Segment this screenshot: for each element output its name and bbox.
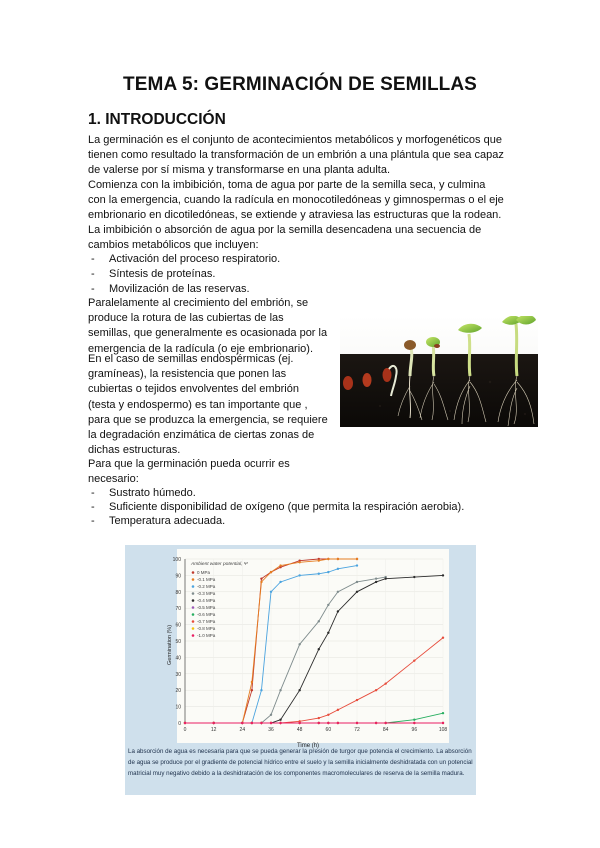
list-item-text: Sustrato húmedo.	[109, 487, 196, 499]
bullet-dash: -	[91, 283, 95, 295]
bullet-dash: -	[91, 515, 95, 527]
y-tick-label: 70	[175, 606, 181, 613]
data-point	[260, 577, 262, 579]
y-tick-label: 100	[172, 557, 181, 563]
data-point	[270, 722, 272, 724]
data-point	[327, 722, 329, 724]
data-point	[298, 689, 300, 691]
list-item	[91, 252, 280, 267]
data-point	[241, 722, 243, 724]
legend-marker	[192, 620, 195, 623]
x-tick-label: 0	[183, 727, 187, 733]
legend-entry: 0 MPa	[197, 570, 211, 575]
x-tick-label: 108	[438, 727, 448, 733]
x-tick-label: 36	[268, 727, 274, 733]
data-point	[384, 577, 386, 579]
data-point	[356, 591, 358, 593]
data-point	[413, 576, 415, 578]
bullet-dash: -	[91, 487, 95, 499]
germination-figure	[125, 545, 476, 795]
data-point	[337, 709, 339, 711]
data-point	[337, 568, 339, 570]
paragraph-imbibition: Comienza con la imbibición, toma de agua por parte de la semilla seca, y culmina con la emergencia, cuando la radícula en monocotiledóneas y gimnospermas o el eje embrionario en dicotiledóneas, se extiende y atraviesa las estructuras que la rodean.	[88, 179, 504, 222]
x-tick-label: 84	[382, 727, 389, 733]
legend-marker	[192, 613, 195, 616]
data-point	[413, 659, 415, 661]
data-point	[375, 689, 377, 691]
data-point	[375, 581, 377, 583]
paragraph-definition: La germinación es el conjunto de acontecimientos metabólicos y morfogenéticos que tienen como resultado la transformación de un embrión a una plántula que sea capaz de valerse por sí misma y transformarse en una planta adulta.	[88, 134, 504, 177]
data-point	[337, 610, 339, 612]
y-tick-label: 20	[175, 688, 181, 695]
legend-marker	[192, 606, 195, 609]
data-point	[384, 682, 386, 684]
data-point	[327, 632, 329, 634]
paragraph-requirements: Para que la germinación pueda ocurrir es necesario:	[88, 458, 290, 486]
list-item-text: Síntesis de proteínas.	[109, 268, 216, 280]
data-point	[279, 581, 281, 583]
data-point	[279, 722, 281, 724]
data-point	[279, 719, 281, 721]
data-point	[251, 689, 253, 691]
data-point	[298, 643, 300, 645]
data-point	[260, 722, 262, 724]
list-item	[91, 486, 196, 501]
data-point	[270, 714, 272, 716]
list-item-text: Suficiente disponibilidad de oxígeno (que permita la respiración aerobia).	[109, 501, 465, 513]
legend-marker	[192, 634, 195, 637]
seedling-germination-photo	[340, 316, 538, 427]
y-tick-label: 40	[175, 655, 181, 662]
chart-plot-background	[177, 549, 449, 743]
y-tick-label: 60	[175, 622, 181, 629]
legend-marker	[192, 578, 195, 581]
legend-title: Ambient water potential, Ψ	[191, 562, 248, 567]
list-item	[91, 267, 215, 282]
figure-caption: La absorción de agua es necesaria para que se pueda generar la presión de turgor que potencia el crecimiento. La absorción de agua se produce por el gradiente de potencial hídrico entre el suelo y la semilla inicialmente deshidratada con un potencial matricial muy negativo debido a la deshidratación de los componentes macromoleculares de reserva de la semilla madura.	[128, 748, 473, 778]
data-point	[442, 722, 444, 724]
data-point	[327, 571, 329, 573]
legend-entry: -0.5 MPa	[197, 605, 216, 610]
data-point	[318, 722, 320, 724]
paragraph-endosperm: En el caso de semillas endospérmicas (ej. gramíneas), la resistencia que ponen las cubiertas o tejidos envolventes del embrión (testa y endospermo) es tan importante que , para que se produzca la emergencia, se requiere la degradación enzimática de ciertas zonas de dichas estructuras.	[88, 353, 328, 457]
seedling-illustration	[340, 316, 538, 427]
y-axis-label: Germination (%)	[167, 624, 173, 666]
paragraph-seed-coat: Paralelamente al crecimiento del embrión, se produce la rotura de las cubiertas de las semillas, que generalmente es ocasionada por la emergencia de la radícula (o eje embrionario).	[88, 297, 328, 355]
legend-marker	[192, 599, 195, 602]
data-point	[318, 559, 320, 561]
data-point	[356, 558, 358, 560]
data-point	[442, 637, 444, 639]
data-point	[279, 564, 281, 566]
data-point	[318, 717, 320, 719]
x-tick-label: 96	[411, 727, 418, 733]
x-tick-label: 12	[210, 727, 217, 733]
paragraph-metabolic: La imbibición o absorción de agua por la semilla desencadena una secuencia de cambios metabólicos que incluyen:	[88, 224, 482, 252]
y-tick-label: 0	[178, 721, 181, 727]
list-item	[91, 514, 225, 529]
x-tick-label: 72	[354, 727, 360, 733]
list-item	[91, 500, 464, 515]
data-point	[442, 712, 444, 714]
data-point	[375, 722, 377, 724]
bullet-dash: -	[91, 268, 95, 280]
data-point	[442, 574, 444, 576]
data-point	[318, 648, 320, 650]
data-point	[298, 574, 300, 576]
data-point	[270, 591, 272, 593]
list-item-text: Movilización de las reservas.	[109, 283, 250, 295]
soil	[340, 354, 538, 427]
legend-marker	[192, 592, 195, 595]
data-point	[337, 591, 339, 593]
legend-entry: -1.0 MPa	[197, 633, 216, 638]
list-item-text: Temperatura adecuada.	[109, 515, 226, 527]
data-point	[356, 722, 358, 724]
data-point	[337, 558, 339, 560]
legend-marker	[192, 627, 195, 630]
document-title: TEMA 5: GERMINACIÓN DE SEMILLAS	[123, 74, 477, 95]
data-point	[260, 581, 262, 583]
section-heading: 1. INTRODUCCIÓN	[88, 111, 226, 128]
data-point	[413, 719, 415, 721]
legend-entry: -0.2 MPa	[197, 584, 216, 589]
y-tick-label: 10	[175, 704, 181, 711]
legend-entry: -0.1 MPa	[197, 577, 216, 582]
legend-entry: -0.6 MPa	[197, 612, 216, 617]
legend-entry: -0.4 MPa	[197, 598, 216, 603]
y-tick-label: 90	[175, 573, 181, 580]
x-axis-label: Time (h)	[296, 743, 320, 749]
data-point	[318, 573, 320, 575]
bullet-dash: -	[91, 253, 95, 265]
legend-marker	[192, 571, 195, 574]
data-point	[356, 581, 358, 583]
x-tick-label: 60	[325, 727, 332, 733]
data-point	[212, 722, 214, 724]
list-item	[91, 282, 250, 297]
data-point	[251, 681, 253, 683]
data-point	[260, 689, 262, 691]
x-tick-label: 24	[239, 727, 246, 733]
y-tick-label: 30	[175, 671, 181, 678]
x-tick-label: 48	[296, 727, 303, 733]
data-point	[270, 571, 272, 573]
legend-entry: -0.7 MPa	[197, 619, 216, 624]
y-tick-label: 50	[175, 639, 181, 645]
germination-chart	[125, 545, 476, 750]
data-point	[327, 714, 329, 716]
data-point	[337, 722, 339, 724]
data-point	[356, 699, 358, 701]
legend-marker	[192, 585, 195, 588]
data-point	[327, 604, 329, 606]
legend-entry: -0.3 MPa	[197, 591, 216, 596]
data-point	[384, 722, 386, 724]
data-point	[375, 577, 377, 579]
data-point	[327, 558, 329, 560]
list-item-text: Activación del proceso respiratorio.	[109, 253, 281, 265]
data-point	[356, 564, 358, 566]
data-point	[298, 561, 300, 563]
data-point	[279, 689, 281, 691]
data-point	[318, 620, 320, 622]
y-tick-label: 80	[175, 589, 181, 596]
data-point	[298, 722, 300, 724]
data-point	[413, 722, 415, 724]
bullet-dash: -	[91, 501, 95, 513]
data-point	[251, 722, 253, 724]
data-point	[184, 722, 186, 724]
legend-entry: -0.8 MPa	[197, 626, 216, 631]
